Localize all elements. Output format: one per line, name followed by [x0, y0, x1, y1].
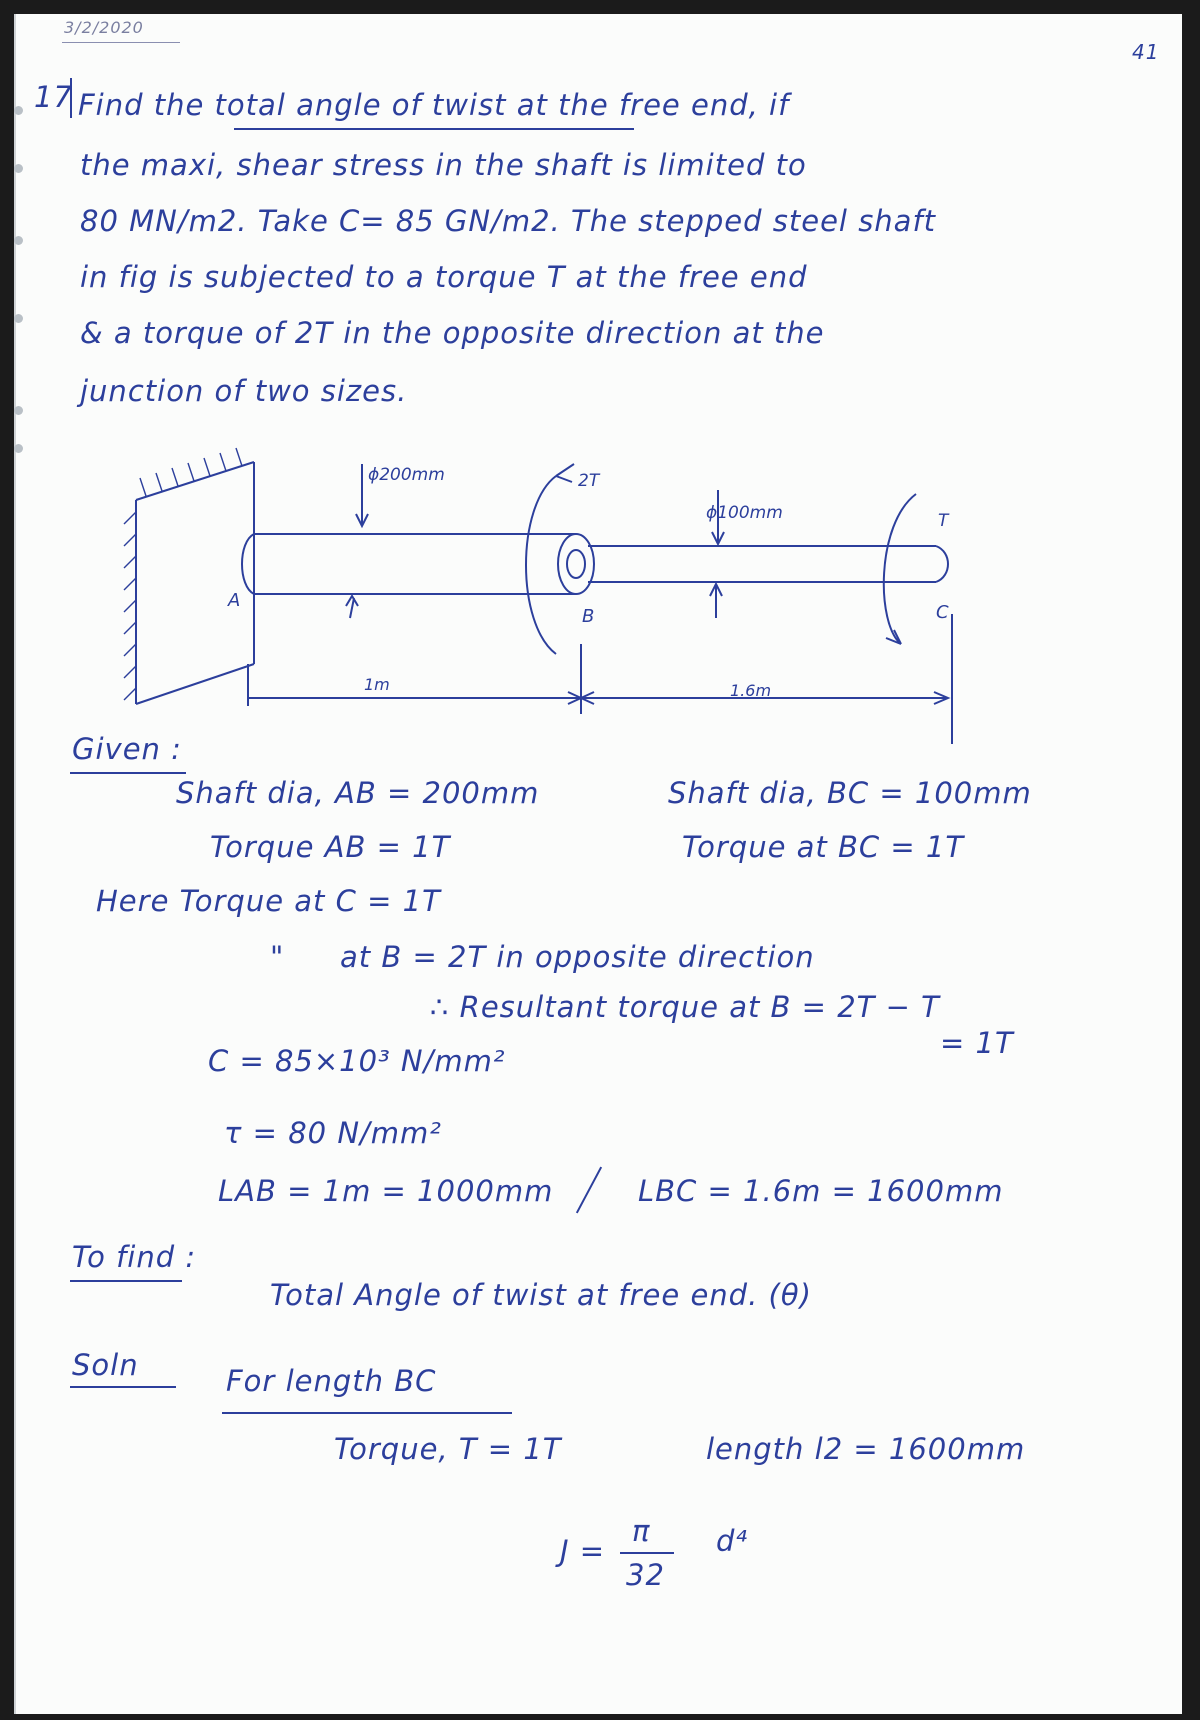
punch-hole: [14, 406, 23, 415]
punch-hole: [14, 164, 23, 173]
solution-subheading: For length BC: [226, 1364, 437, 1398]
point-b-label: B: [582, 606, 595, 627]
solution-heading: Soln: [72, 1348, 139, 1382]
point-a-label: A: [228, 590, 241, 611]
given-item: LBC = 1.6m = 1600mm: [638, 1174, 1004, 1208]
torque-c-label: T: [938, 511, 949, 531]
to-find-text: Total Angle of twist at free end. (θ): [270, 1278, 812, 1312]
torque-arrow-b: [526, 476, 556, 654]
given-item: τ = 80 N/mm²: [224, 1116, 442, 1150]
torque-arrow-c: [884, 494, 916, 644]
dia-ab-label: ϕ200mm: [368, 465, 445, 485]
given-item: at B = 2T in opposite direction: [340, 940, 815, 974]
polar-moment-lhs: J =: [560, 1534, 606, 1568]
given-item: Shaft dia, BC = 100mm: [668, 776, 1032, 810]
given-item: Shaft dia, AB = 200mm: [176, 776, 540, 810]
polar-moment-denominator: 32: [626, 1558, 665, 1592]
given-item: Torque at BC = 1T: [682, 830, 965, 864]
solution-line: length l2 = 1600mm: [706, 1432, 1026, 1466]
notebook-page: [14, 14, 1182, 1714]
question-line: Find the total angle of twist at the free end, if: [78, 88, 790, 122]
question-line: 80 MN/m2. Take C= 85 GN/m2. The stepped steel shaft: [80, 204, 937, 238]
point-c-label: C: [936, 602, 949, 623]
given-item: C = 85×10³ N/mm²: [208, 1044, 506, 1078]
underline: [70, 1386, 176, 1388]
punch-hole: [14, 106, 23, 115]
to-find-heading: To find :: [72, 1240, 197, 1274]
underline: [234, 128, 634, 130]
ditto-mark: ": [270, 940, 285, 974]
length-bc-label: 1.6m: [730, 681, 772, 700]
date-underline: [62, 42, 180, 43]
dia-bc-label: ϕ100mm: [706, 503, 783, 523]
question-line: the maxi, shear stress in the shaft is limited to: [80, 148, 807, 182]
question-number: 17: [34, 80, 73, 114]
question-line: in fig is subjected to a torque T at the free end: [80, 260, 808, 294]
page-date: 3/2/2020: [64, 18, 144, 37]
separator-slash: [576, 1167, 602, 1214]
polar-moment-rhs: d⁴: [716, 1524, 749, 1558]
underline: [70, 772, 186, 774]
punch-hole: [14, 314, 23, 323]
underline: [70, 1280, 182, 1282]
page-number: 41: [1132, 40, 1160, 64]
given-heading: Given :: [72, 732, 182, 766]
polar-moment-numerator: π: [632, 1514, 651, 1548]
stepped-shaft-figure: [16, 434, 1116, 754]
fraction-bar: [620, 1552, 674, 1554]
length-ab-label: 1m: [364, 675, 390, 694]
given-item: Here Torque at C = 1T: [96, 884, 441, 918]
solution-line: Torque, T = 1T: [334, 1432, 562, 1466]
torque-b-label: 2T: [578, 471, 600, 491]
given-item: ∴ Resultant torque at B = 2T − T: [430, 990, 940, 1024]
given-item: = 1T: [940, 1026, 1014, 1060]
given-item: LAB = 1m = 1000mm: [218, 1174, 554, 1208]
punch-hole: [14, 236, 23, 245]
given-item: Torque AB = 1T: [210, 830, 451, 864]
question-line: junction of two sizes.: [80, 374, 408, 408]
question-line: & a torque of 2T in the opposite direction at the: [80, 316, 825, 350]
underline: [222, 1412, 512, 1414]
